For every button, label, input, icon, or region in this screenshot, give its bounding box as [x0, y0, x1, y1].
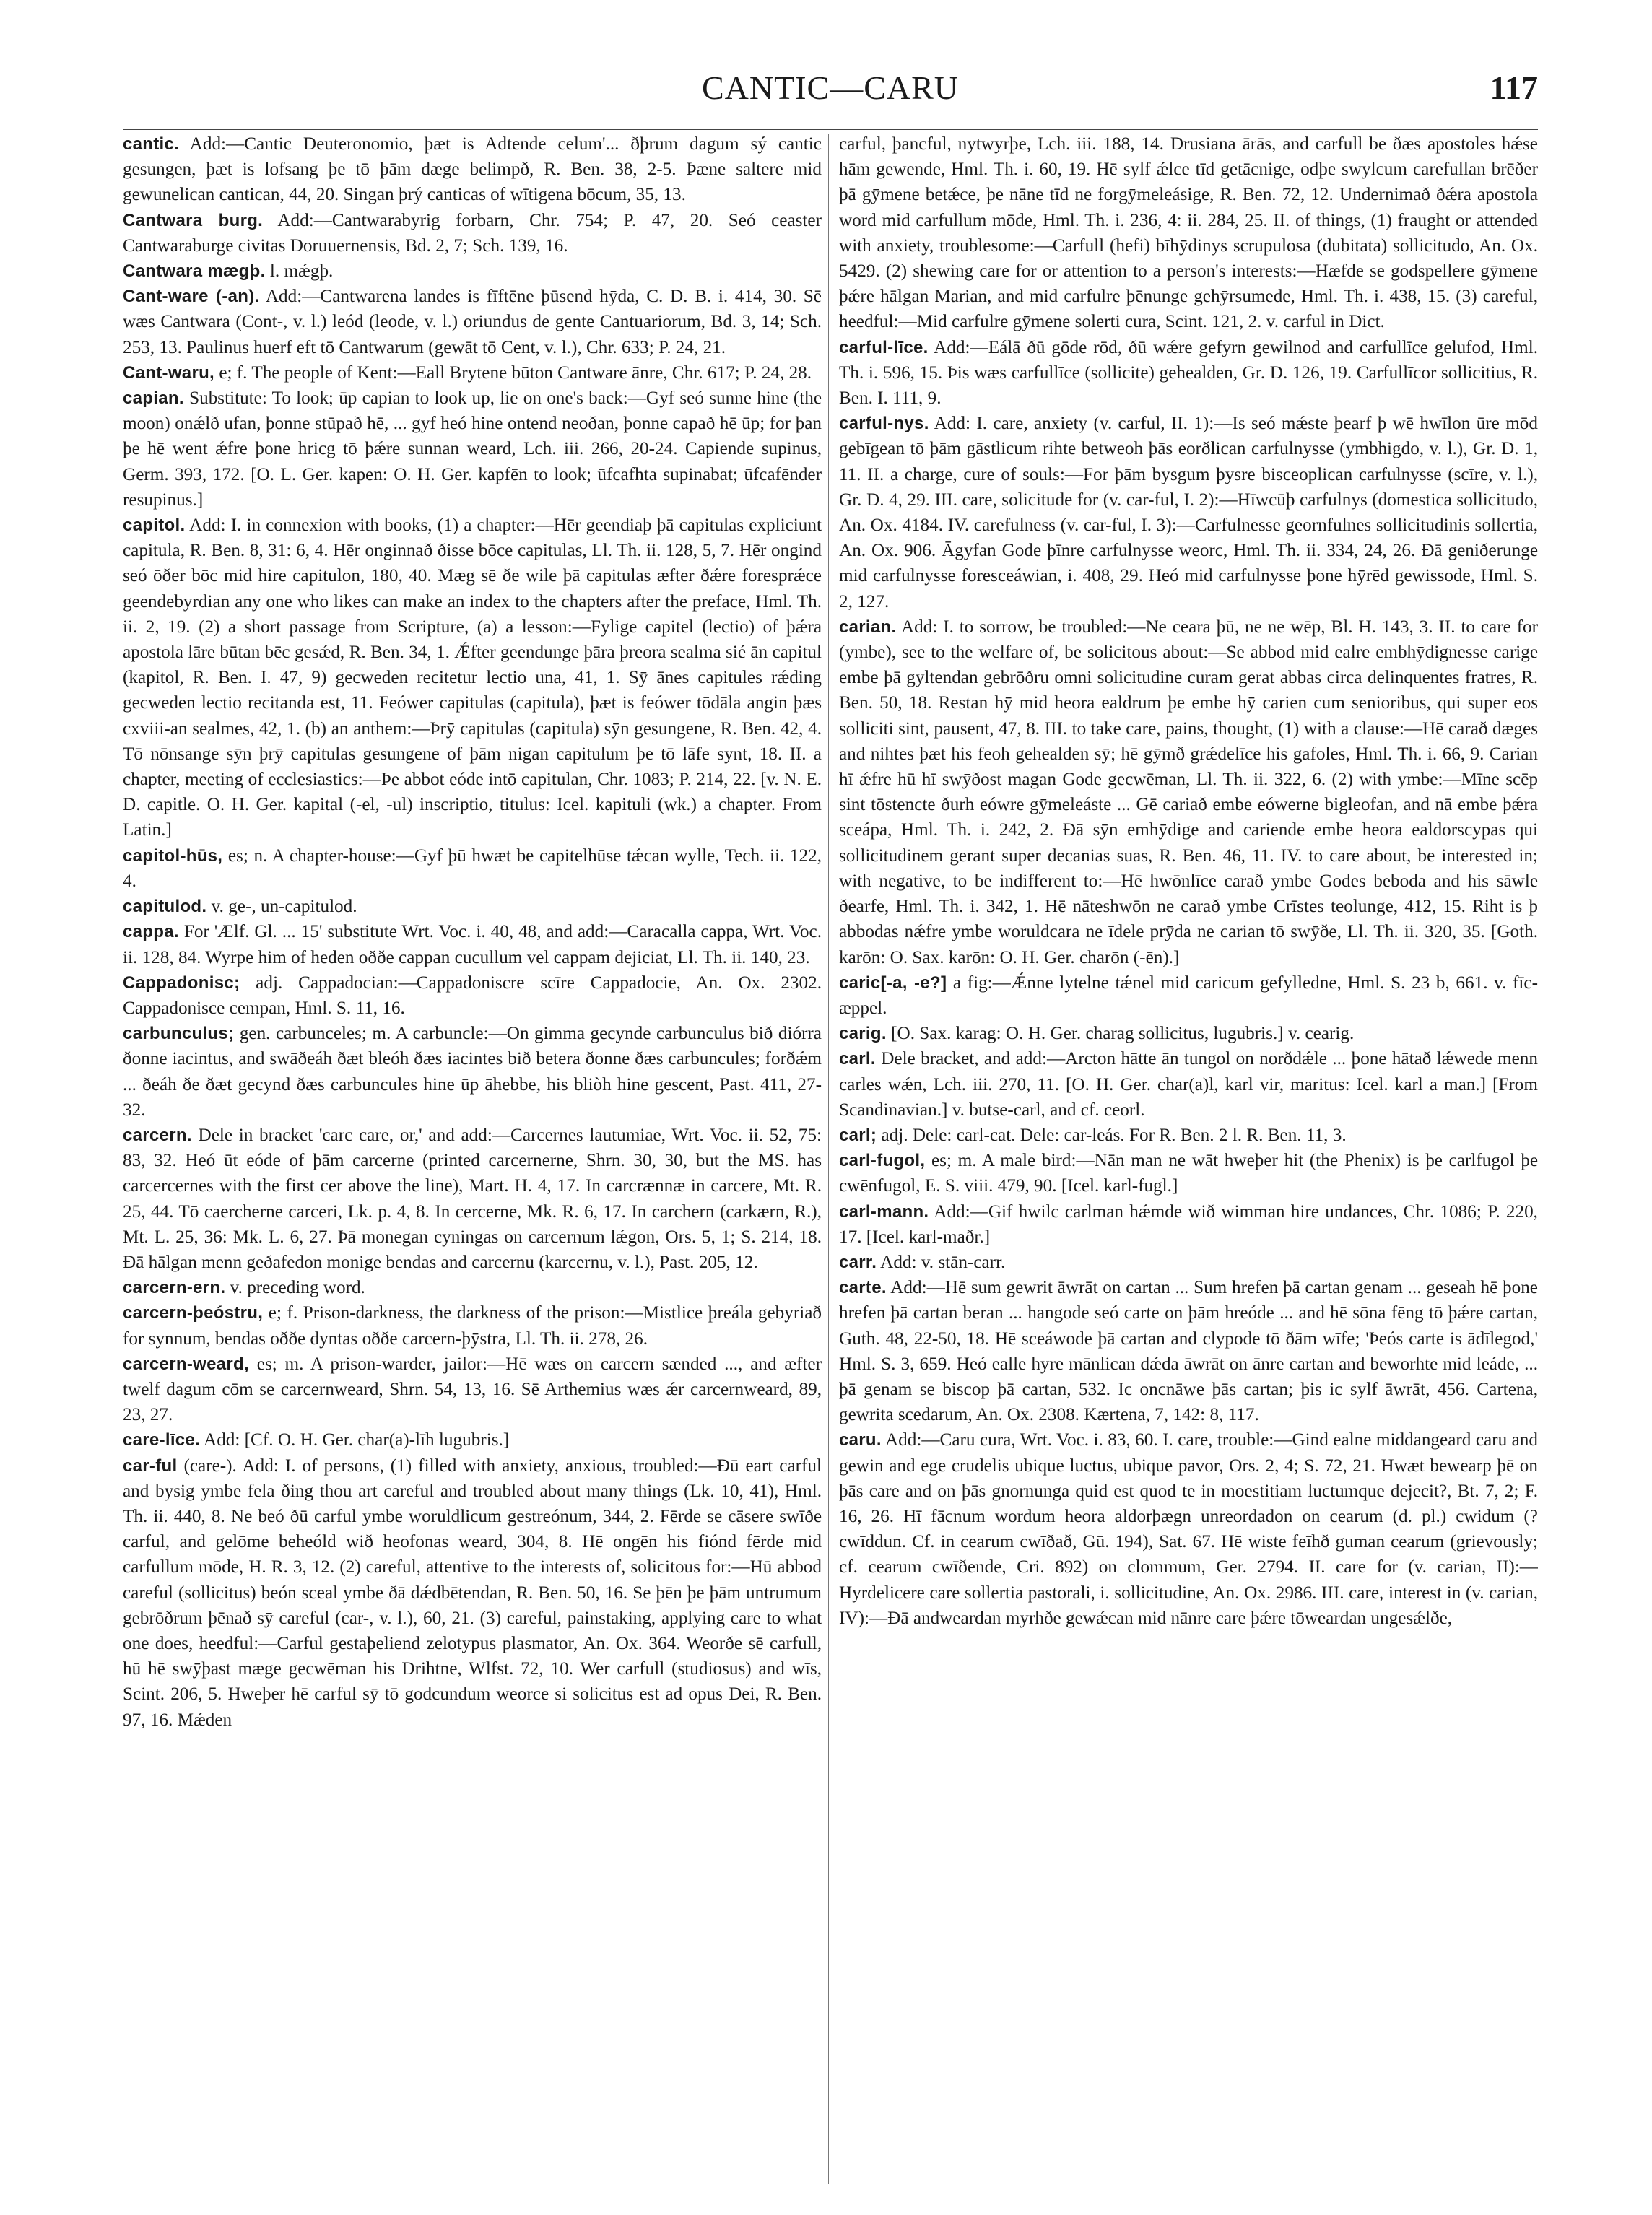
- dictionary-entry: [839, 1250, 1538, 1275]
- dictionary-entry: [839, 1021, 1538, 1046]
- entry-text: v. ge-, un-capitulod.: [211, 897, 357, 917]
- entry-text: es; m. A male bird:—Nān man ne wāt hweþer hit (the Phenix) is þe carlfugol þe cwēnfugol, E. S. viii. 479, 90. [Icel. karl-fugl.]: [839, 1151, 1538, 1196]
- dictionary-entry: [123, 1123, 822, 1275]
- dictionary-entry: [123, 919, 822, 970]
- entry-text: Add:—Cantwarabyrig forbarn, Chr. 754; P. 47, 20. Seó ceaster Cantwaraburge civitas Doruuernensis, Bd. 2, 7; Sch. 139, 16.: [123, 210, 822, 256]
- entry-headword: carcern-þeóstru,: [123, 1303, 264, 1323]
- entry-headword: carcern-weard,: [123, 1354, 249, 1374]
- running-head: CANTIC—CARU: [701, 69, 960, 106]
- entry-headword: carful-nys.: [839, 414, 929, 434]
- entry-headword: carig.: [839, 1024, 887, 1044]
- dictionary-entry: [839, 1275, 1538, 1427]
- entry-text: Add:—Gif hwilc carlman hǽmde wið wimman hire undances, Chr. 1086; P. 220, 17. [Icel. karl-maðr.]: [839, 1201, 1538, 1247]
- dictionary-entry: [123, 386, 822, 513]
- entry-text: adj. Cappadocian:—Cappadoniscre scīre Cappadocie, An. Ox. 2302. Cappadonisce cempan, Hml. S. 11, 16.: [123, 972, 822, 1018]
- entry-headword: carcern-ern.: [123, 1278, 226, 1298]
- dictionary-entry: [839, 335, 1538, 412]
- dictionary-entry: [839, 1427, 1538, 1631]
- entry-headword: caric[-a, -e?]: [839, 972, 947, 993]
- dictionary-entry: [123, 1453, 822, 1733]
- dictionary-entry: [839, 411, 1538, 614]
- entry-headword: Cappadonisc;: [123, 972, 240, 993]
- dictionary-entry: [123, 208, 822, 258]
- entry-headword: Cant-waru,: [123, 362, 215, 383]
- dictionary-entry: [123, 258, 822, 284]
- dictionary-entry: [123, 284, 822, 360]
- entry-headword: carbunculus;: [123, 1024, 235, 1044]
- dictionary-entry: [123, 970, 822, 1021]
- dictionary-entry: [123, 843, 822, 894]
- right-column: [839, 131, 1538, 2196]
- entry-text: Add:—Hē sum gewrit āwrāt on cartan ... Sum hrefen þā cartan genam ... geseah hē þone hrefen þā cartan beran ... hangode seó carte on þām hreóde ... and hē sōna fēng tō þǽre cartan, Guth. 48, 22-50, 18. Hē sceáwode þā cartan and clypode tō ðām wīfe; 'Þeós carte is ādīlegod,' Hml. S. 3, 659. Heó ealle hyre mānlican dǽda āwrāt on ānre cartan and beworhte mid leáde, ... þā genam se biscop þā cartan, 532. Ic oncnāwe þās cartan; þis ic sylf āwrāt, 456. Cartena, gewrita scedarum, An. Ox. 2308. Kærtena, 7, 142: 8, 117.: [839, 1278, 1538, 1425]
- entry-headword: carl-fugol,: [839, 1151, 926, 1171]
- dictionary-entry: [839, 1123, 1538, 1148]
- dictionary-entry: [123, 513, 822, 843]
- dictionary-entry: [123, 1352, 822, 1428]
- entry-text: es; n. A chapter-house:—Gyf þū hwæt be capitelhūse tǽcan wylle, Tech. ii. 122, 4.: [123, 845, 822, 891]
- dictionary-entry: [123, 131, 822, 208]
- entry-headword: carl-mann.: [839, 1201, 929, 1222]
- entry-text: e; f. Prison-darkness, the darkness of the prison:—Mistlice þreála gebyriað for synnum, bendas oððe dyntas oððe carcern-þȳstra, Ll. Th. ii. 278, 26.: [123, 1303, 822, 1349]
- entry-text: For 'Ælf. Gl. ... 15' substitute Wrt. Voc. i. 40, 48, and add:—Caracalla cappa, Wrt. Voc. ii. 128, 84. Wyrpe him of heden oððe cappan cucullum vel cappam dejiciat, Ll. Th. ii. 140, 23.: [123, 922, 822, 967]
- entry-headword: Cantwara burg.: [123, 210, 264, 230]
- entry-headword: carte.: [839, 1278, 887, 1298]
- entry-text: gen. carbunceles; m. A carbuncle:—On gimma gecynde carbunculus bið diórra ðonne iacintus, and swāðeáh ðæt bleóh ðæs iacintes bið betera ðonne ðæs carbuncules; forðǽm ... ðeáh ðe ðæt gecynd ðæs carbuncules hine ūp āhebbe, his bliòh hine gescent, Past. 411, 27-32.: [123, 1024, 822, 1120]
- entry-text: carful, þancful, nytwyrþe, Lch. iii. 188, 14. Drusiana ārās, and carfull be ðæs apostoles hǽse hām gewende, Hml. Th. i. 60, 19. Hē sylf ǽlce tīd getācnige, odþe swylcum carefullan brēðer þā gȳmene betǽce, þe nāne tīd ne forgȳmeleásige, R. Ben. 72, 12. Undernimað ðǽra apostola word mid carfullum mōde, Hml. Th. i. 236, 4: ii. 284, 25. II. of things, (1) fraught or attended with anxiety, troublesome:—Carfull (hefi) bīhȳdinys scrupulosa (dubitata) sollicitudo, An. Ox. 5429. (2) shewing care for or attention to a person's interests:—Hæfde se godspellere gȳmene þǽre hālgan Marian, and mid carfulre þēnunge gehȳrsumede, Hml. Th. i. 438, 15. (3) careful, heedful:—Mid carfulre gȳmene solerti cura, Scint. 121, 2. v. carful in Dict.: [839, 134, 1538, 332]
- entry-headword: capitulod.: [123, 897, 207, 917]
- header-rule: [123, 129, 1538, 130]
- entry-text: Add: v. stān-carr.: [880, 1252, 1006, 1272]
- dictionary-entry: [123, 1300, 822, 1351]
- left-column: [123, 131, 822, 2196]
- entry-text: [O. Sax. karag: O. H. Ger. charag sollicitus, lugubris.] v. cearig.: [891, 1024, 1355, 1044]
- entry-text: a fig:—Ǽnne lytelne tǽnel mid caricum gefylledne, Hml. S. 23 b, 661. v. fīc-æppel.: [839, 972, 1538, 1018]
- entry-headword: car-ful: [123, 1455, 178, 1476]
- entry-text: Add:—Cantic Deuteronomio, þæt is Adtende celum'... ðþrum dagum sý cantic gesungen, þæt is lofsang þe tō þām dæge belimpð, R. Ben. 38, 2-5. Þæne saltere mid gewunelican cantican, 44, 20. Singan þrý canticas of wītigena bōcum, 35, 13.: [123, 134, 822, 205]
- entry-text: es; m. A prison-warder, jailor:—Hē wæs on carcern sænded ..., and æfter twelf dagum cōm se carcernweard, Shrn. 54, 13, 16. Sē Arthemius wæs ǽr carcernweard, 89, 23, 27.: [123, 1354, 822, 1425]
- entry-headword: cantic.: [123, 134, 180, 154]
- entry-headword: Cant-ware (-an).: [123, 287, 260, 307]
- entry-text: Add: [Cf. O. H. Ger. char(a)-līh lugubris.]: [204, 1430, 510, 1450]
- entry-text: Dele bracket, and add:—Arcton hātte ān tungol on norðdǽle ... þone hātað lǽwede menn carles wǽn, Lch. iii. 270, 11. [O. H. Ger. char(a)l, karl vir, maritus: Icel. karl a man.] [From Scandinavian.] v. butse-carl, and cf. ceorl.: [839, 1049, 1538, 1120]
- entry-headword: carl.: [839, 1049, 876, 1069]
- entry-headword: capitol-hūs,: [123, 845, 223, 866]
- entry-text: Add: I. care, anxiety (v. carful, II. 1):—Is seó mǽste þearf þ wē hwīlon ūre mōd gebīgean tō þām gāstlicum rihte betweoh þās eorðlican carfulnysse (ymbhigdo, v. l.), Gr. D. 1, 11. II. a charge, cure of souls:—For þām bysgum þysre bisceoplican carfulnysse (scīre, v. l.), Gr. D. 4, 29. III. care, solicitude for (v. car-ful, I. 2):—Hīwcūþ carfulnys (domestica sollicitudo, An. Ox. 4184. IV. carefulness (v. car-ful, I. 3):—Carfulnesse geornfulnes sollicitudinis sollertia, An. Ox. 906. Āgyfan Gode þīnre carfulnysse weorc, Hml. Th. ii. 334, 24, 26. Ðā geniðerunge mid carfulnysse foresceáwian, i. 408, 29. Heó mid carfulnysse þone hȳrēd gewissode, Hml. S. 2, 127.: [839, 414, 1538, 612]
- entry-headword: carful-līce.: [839, 337, 929, 357]
- dictionary-entry: [839, 970, 1538, 1021]
- entry-headword: carian.: [839, 617, 897, 637]
- entry-text: l. mǽgþ.: [269, 261, 334, 282]
- dictionary-entry: [839, 1199, 1538, 1250]
- entry-headword: care-līce.: [123, 1430, 201, 1450]
- dictionary-entry: [123, 1427, 822, 1453]
- entry-headword: carr.: [839, 1252, 877, 1272]
- entry-text: (care-). Add: I. of persons, (1) filled with anxiety, anxious, troubled:—Ðū eart carful and bysig ymbe fela ðing thou art careful and troubled about many things (Lk. 10, 41), Hml. Th. ii. 440, 8. Ne beó ðū carful ymbe woruldlicum gestreónum, 344, 2. Fērde se cāsere swīðe carful, and gelōme beheóld wið heofonas weard, 304, 8. Hē ongēn his fiónd fērde mid carfullum mōde, H. R. 3, 12. (2) careful, attentive to the interests of, solicitous for:—Hū abbod careful (sollicitus) beón sceal ymbe ðā dǽdbētendan, R. Ben. 50, 16. Se þēn þe þām untrumum gebrōðrum þēnað sȳ careful (car-, v. l.), 60, 21. (3) careful, painstaking, applying care to what one does, heedful:—Carful gestaþeliend zelotypus plasmator, An. Ox. 364. Weorðe sē carfull, hū hē swȳþast mæge gecwēman his Drihtne, Wlfst. 72, 10. Wer carfull (studiosus) and wīs, Scint. 206, 5. Hweþer hē carful sȳ tō godcundum weorce si solicitus est ad opus Dei, R. Ben. 97, 16. Mǽden: [123, 1455, 822, 1730]
- dictionary-entry: [839, 1046, 1538, 1123]
- entry-headword: capitol.: [123, 515, 186, 536]
- entry-text: Add:—Caru cura, Wrt. Voc. i. 83, 60. I. care, trouble:—Gind ealne middangeard caru and gewin and ege crudelis ubique luctus, ubique pavor, Ors. 2, 4; S. 72, 21. Hwæt bewearp þē on þās care and on þās gnornunga quid est quod te in moestitiam luctumque dejecit?, Bt. 7, 2; F. 16, 26. Hī fācnum wordum heora aldorþægn unreordadon on cearum (d. pl.) cwidum (?cwīddun. Cf. in cearum cwīðað, Gū. 194), Sat. 67. Hē wiste feīhð guman cearum (grievously; cf. cearum cwīðende, Cri. 892) on clommum, Ger. 2794. II. care for (v. carian, II):—Hyrdelicere care sollertia pastorali, i. sollicitudine, An. Ox. 2986. III. care, interest in (v. carian, IV):—Ðā andweardan myrhðe gewǽcan mid nānre care þǽre tōweardan ungesǽlðe,: [839, 1430, 1538, 1628]
- entry-headword: caru.: [839, 1430, 882, 1450]
- entry-headword: carl;: [839, 1125, 877, 1145]
- entry-text: Add:—Cantwarena landes is fīftēne þūsend hȳda, C. D. B. i. 414, 30. Sē wæs Cantwara (Cont-, v. l.) leód (leode, v. l.) oriundus de gente Cantuariorum, Bd. 3, 14; Sch. 253, 13. Paulinus huerf eft tō Cantwarum (gewāt tō Cent, v. l.), Chr. 633; P. 24, 21.: [123, 287, 822, 357]
- dictionary-entry: [123, 360, 822, 386]
- dictionary-entry: [123, 1275, 822, 1300]
- entry-text: e; f. The people of Kent:—Eall Brytene būton Cantware ānre, Chr. 617; P. 24, 28.: [219, 362, 812, 383]
- entry-text: Substitute: To look; ūp capian to look up, lie on one's back:—Gyf seó sunne hine (the moon) onǽlð ufan, þonne stūpað hē, ... gyf heó hine ontend neoðan, þonne capað hē ūp; for þan þe hē went ǽfre þone hricg tō þǽre sunnan weard, Lch. iii. 266, 20-24. Capiende supinus, Germ. 393, 172. [O. L. Ger. kapen: O. H. Ger. kapfēn to look; ūfcafhta supinabat; ūfcafēnder resupinus.]: [123, 388, 822, 510]
- entry-headword: Cantwara mægþ.: [123, 261, 266, 282]
- entry-text: Dele in bracket 'carc care, or,' and add:—Carcernes lautumiae, Wrt. Voc. ii. 52, 75: 83, 32. Heó ūt eóde of þām carcerne (printed carcernerne, Shrn. 30, 30, but the MS. has carcercernes with the first cer above the line), Mart. H. 4, 17. In carcrænnæ in carcere, Mt. R. 25, 44. Tō caercherne carceri, Lk. p. 4, 8. In cercerne, Mk. R. 6, 17. In carchern (carkærn, R.), Mt. L. 25, 36: Mk. L. 6, 27. Þā monegan cyningas on carcernum lǽgon, Ors. 5, 1; S. 214, 18. Ðā hālgan menn geðafedon monige bendas and carcernu (karcernu, v. l.), Past. 205, 12.: [123, 1125, 822, 1272]
- entry-text: Add: I. to sorrow, be troubled:—Ne ceara þū, ne ne wēp, Bl. H. 143, 3. II. to care for (ymbe), see to the welfare of, be solicitous about:—Se abbod mid ealre embhȳdignesse carige embe þā gyltendan gebrōðru omni solicitudine curam gerat abbas circa delinquentes fratres, R. Ben. 50, 18. Restan hȳ mid heora ealdrum þe embe hȳ carien cum senioribus, qui super eos solliciti sint, pausent, 47, 8. III. to take care, pains, thought, (1) with a clause:—Hē carað dæges and nihtes þæt his feoh gehealden sȳ; hē gȳmð grǽdelīce his gafoles, Hml. Th. i. 66, 9. Carian hī ǽfre hū hī swȳðost magan Gode gecwēman, Ll. Th. ii. 322, 6. (2) with ymbe:—Mīne scēp sint tōstencte ðurh eówre gȳmeleáste ... Gē cariað embe eówerne bigleofan, and nā embe þǽra sceápa, Hml. Th. i. 242, 2. Ðā sȳn emhȳdige and cariende embe heora ealdorscypas qui sollicitudinem gerant super decanias suas, R. Ben. 46, 11. IV. to care about, be interested in; with negative, to be indifferent to:—Hē hwōnlīce carað ymbe Godes beboda and his sāwle ðearfe, Hml. Th. i. 342, 1. Hē nāteshwōn ne carað ymbe Crīstes teolunge, 412, 15. Riht is þ abbodas nǽfre ymbe woruldcara ne īdele prȳda ne carian tō swȳðe, Ll. Th. ii. 320, 35. [Goth. karōn: O. Sax. karōn: O. H. Ger. charōn (-ēn).]: [839, 617, 1538, 967]
- column-divider: [828, 134, 829, 2184]
- dictionary-entry: [839, 614, 1538, 970]
- dictionary-entry: [123, 1021, 822, 1123]
- entry-headword: cappa.: [123, 922, 179, 942]
- page-header: [123, 69, 1538, 119]
- dictionary-entry: [839, 131, 1538, 335]
- entry-text: Add:—Eálā ðū gōde rōd, ðū wǽre gefyrn gewilnod and carfullīce gelufod, Hml. Th. i. 596, 15. Þis wæs carfullīce (sollicite) gehealden, Gr. D. 126, 19. Carfullīcor sollicitius, R. Ben. I. 111, 9.: [839, 337, 1538, 409]
- page-number: 117: [1490, 69, 1538, 106]
- entry-text: Add: I. in connexion with books, (1) a chapter:—Hēr geendiaþ þā capitulas expliciunt capitula, R. Ben. 8, 31: 6, 4. Hēr onginnað ðisse bōce capitulas, Ll. Th. ii. 128, 5, 7. Hēr ongind seó ōðer bōc mid hire capitulon, 180, 40. Mæg sē ðe wile þā capitulas æfter ðǽre foresprǽce geendebyrdian any one who likes can make an index to the chapters after the preface, Hml. Th. ii. 2, 19. (2) a short passage from Scripture, (a) a lesson:—Fylige capitel (lectio) of þǽra apostola lāre būtan bēc gesǽd, R. Ben. 34, 1. Ǽfter geendunge þāra þreora sealma sié ān capitul (kapitol, R. Ben. I. 47, 9) gecweden recitetur lectio una, 41, 1. Sȳ ānes capitules rǽding gecweden lectio recitanda est, 11. Feówer capitulas (capitula), þæt is feówer tōdāla angin þæs cxviii-an sealmes, 42, 1. (b) an anthem:—Þrȳ capitulas (capitula) sȳn gesungene, R. Ben. 42, 4. Tō nōnsange sȳn þrȳ capitulas gesungene of þām nigan capitulum þe tō lāfe synt, 18. II. a chapter, meeting of ecclesiastics:—Þe abbot eóde intō capitulan, Chr. 1083; P. 214, 22. [v. N. E. D. capitle. O. H. Ger. kapital (-el, -ul) inscriptio, titulus: Icel. kapituli (wk.) a chapter. From Latin.]: [123, 515, 822, 840]
- entry-text: adj. Dele: carl-cat. Dele: car-leás. For R. Ben. 2 l. R. Ben. 11, 3.: [881, 1125, 1347, 1145]
- entry-headword: carcern.: [123, 1125, 192, 1145]
- dictionary-entry: [123, 894, 822, 919]
- entry-text: v. preceding word.: [230, 1278, 365, 1298]
- entry-headword: capian.: [123, 388, 184, 409]
- dictionary-entry: [839, 1148, 1538, 1198]
